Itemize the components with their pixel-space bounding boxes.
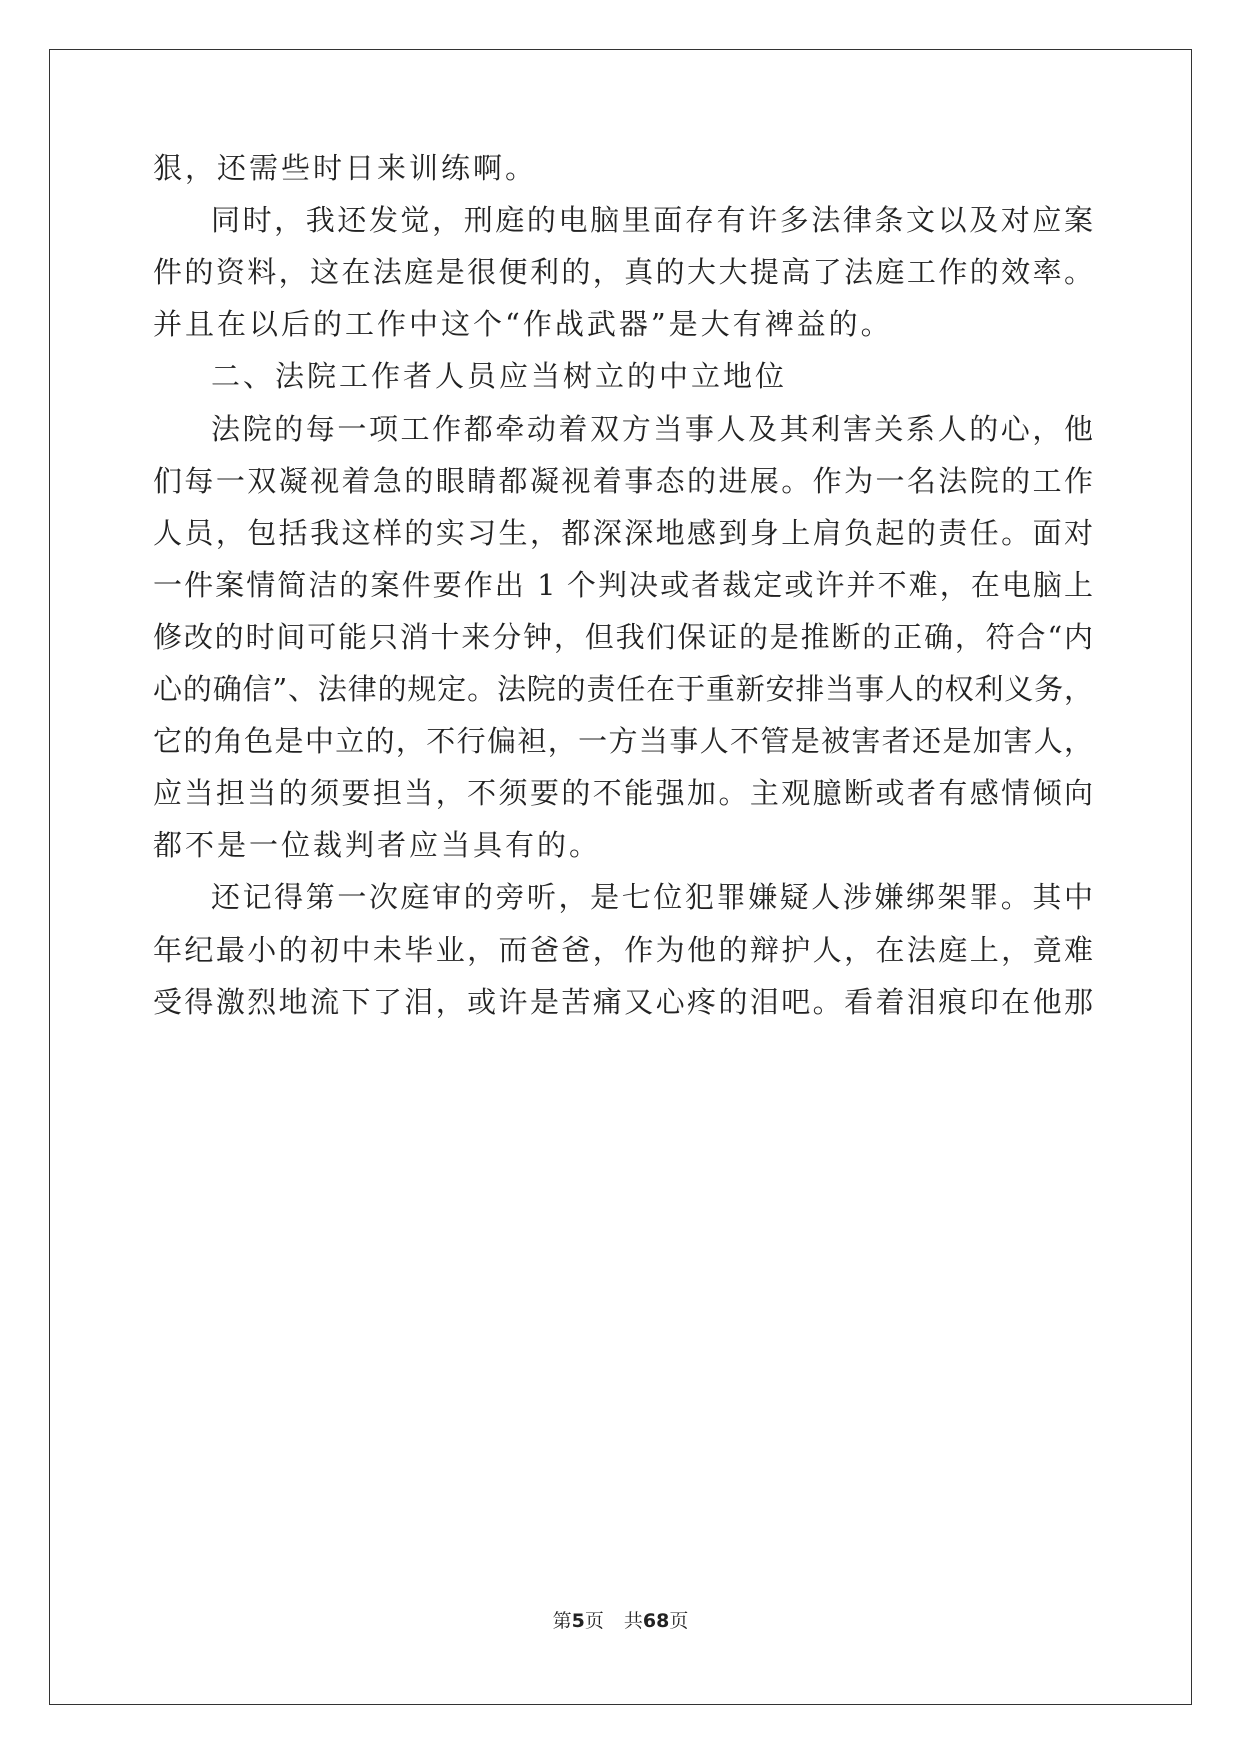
total-pages: 68 xyxy=(642,1610,670,1632)
text-line: 年纪最小的初中未毕业，而爸爸，作为他的辩护人，在法庭上，竟难 xyxy=(153,932,1093,967)
text-line: 件的资料，这在法庭是很便利的，真的大大提高了法庭工作的效率。 xyxy=(153,255,1093,290)
text-line: 还记得第一次庭审的旁听，是七位犯罪嫌疑人涉嫌绑架罪。其中 xyxy=(211,880,1093,915)
text-line: 一件案情简洁的案件要作出 1 个判决或者裁定或许并不难，在电脑上 xyxy=(153,567,1093,602)
text-line: 同时，我还发觉，刑庭的电脑里面存有许多法律条文以及对应案 xyxy=(211,203,1093,238)
text-line: 们每一双凝视着急的眼睛都凝视着事态的进展。作为一名法院的工作 xyxy=(153,463,1093,498)
text-line: 受得激烈地流下了泪，或许是苦痛又心疼的泪吧。看着泪痕印在他那 xyxy=(153,984,1093,1019)
text-line: 二、法院工作者人员应当树立的中立地位 xyxy=(211,359,788,394)
page-number: 5 xyxy=(571,1610,585,1632)
text-line: 并且在以后的工作中这个“作战武器”是大有裨益的。 xyxy=(153,307,893,342)
text-line: 应当担当的须要担当，不须要的不能强加。主观臆断或者有感情倾向 xyxy=(153,776,1093,811)
total-suffix: 页 xyxy=(669,1610,689,1632)
text-line: 它的角色是中立的，不行偏袒，一方当事人不管是被害者还是加害人， xyxy=(153,724,1093,759)
page-suffix: 页 xyxy=(584,1610,604,1632)
page-prefix: 第 xyxy=(552,1610,572,1632)
text-line: 修改的时间可能只消十来分钟，但我们保证的是推断的正确，符合“内 xyxy=(153,619,1093,654)
total-prefix: 共 xyxy=(623,1610,643,1632)
page-footer xyxy=(0,1609,1241,1633)
text-line: 狠，还需些时日来训练啊。 xyxy=(153,151,538,185)
text-line: 都不是一位裁判者应当具有的。 xyxy=(153,828,602,863)
text-line: 人员，包括我这样的实习生，都深深地感到身上肩负起的责任。面对 xyxy=(153,515,1093,550)
text-line: 心的确信”、法律的规定。法院的责任在于重新安排当事人的权利义务， xyxy=(153,672,1093,706)
text-line: 法院的每一项工作都牵动着双方当事人及其利害关系人的心，他 xyxy=(211,411,1093,446)
